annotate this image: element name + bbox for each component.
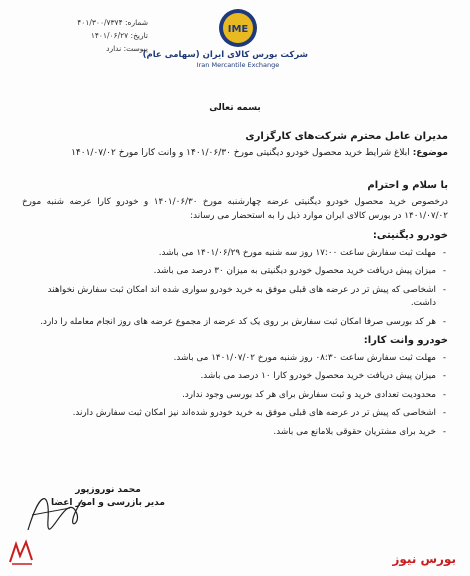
list-item: - مهلت ثبت سفارش ساعت ۱۷:۰۰ روز سه شنبه مورخ ۱۴۰۱/۰۶/۲۹ می باشد. — [22, 247, 436, 261]
subject-label: موضوع: — [412, 148, 448, 158]
letter-attachment: ندارد — [106, 44, 122, 53]
letter-body — [22, 102, 448, 444]
ime-logo-icon — [218, 8, 258, 48]
letter-attachment-label: پیوست: — [123, 44, 148, 53]
signatory-title: مدیر بازرسی و امور اعضا — [51, 498, 165, 508]
subject-text: ابلاغ شرایط خرید محصول خودرو دیگنیتی مورخ ۱۴۰۱/۰۶/۳۰ و وانت کارا مورخ ۱۴۰۱/۰۷/۰۲ — [71, 148, 410, 158]
signature-block — [38, 484, 178, 510]
list-item: - اشخاصی که پیش تر در عرضه های قبلی موفق به خرید خودرو سواری شده اند امکان ثبت سفارش نخواهند داشت. — [22, 284, 436, 311]
list-item: - اشخاصی که پیش تر در عرضه های قبلی موفق به خرید خودرو شده‌اند نیز امکان ثبت سفارش دارند. — [22, 407, 436, 421]
letter-meta — [18, 16, 148, 55]
letter-date-row — [18, 29, 148, 42]
footer-brand: بورس نیوز — [392, 552, 456, 566]
section-list-dignity — [22, 247, 448, 330]
company-name-fa: شرکت بورس کالای ایران (سهامی عام) — [142, 50, 308, 60]
letter-greeting: با سلام و احترام — [367, 179, 448, 191]
letter-attachment-row — [18, 42, 148, 55]
list-item: - هر کد بورسی صرفا امکان ثبت سفارش بر روی یک کد عرضه از مجموع عرضه های روز انجام معامله را دارد. — [22, 316, 436, 330]
letter-date: ۱۴۰۱/۰۶/۲۷ — [90, 31, 129, 40]
section-list-kara — [22, 352, 448, 440]
letter-date-label: تاریخ: — [130, 31, 148, 40]
ime-logo-mark: IME — [227, 24, 249, 35]
red-stamp-icon — [6, 538, 36, 568]
letter-intro: درخصوص خرید محصول خودرو دیگنیتی عرضه چهارشنبه مورخ ۱۴۰۱/۰۶/۳۰ و خودرو کارا عرضه شنبه مورخ ۱۴۰۱/۰۷/۰۲ در بورس کالای ایران موارد ذیل را به استحضار می رساند: — [22, 197, 448, 221]
letter-number-label: شماره: — [125, 18, 148, 27]
letter-recipient: مدیران عامل محترم شرکت‌های کارگزاری — [245, 130, 448, 142]
letter-number: ۴۰۱/۳۰۰/۷۳۷۴ — [77, 18, 123, 27]
section-title-kara: خودرو وانت کارا: — [363, 335, 448, 346]
ime-logo — [142, 8, 308, 96]
list-item: - مهلت ثبت سفارش ساعت ۰۸:۳۰ روز شنبه مورخ ۱۴۰۱/۰۷/۰۲ می باشد. — [22, 352, 436, 366]
letter-heading: بسمه تعالی — [209, 103, 261, 113]
company-name-en: Iran Mercantile Exchange — [196, 61, 280, 69]
section-title-dignity: خودرو دیگنیتی: — [372, 230, 448, 241]
list-item: - میزان پیش دریافت خرید محصول خودرو کارا ۱۰ درصد می باشد. — [22, 370, 436, 384]
list-item: - خرید برای مشتریان حقوقی بلامانع می باشد. — [22, 426, 436, 440]
signatory-name: محمد نوروزپور — [75, 485, 141, 495]
list-item: - میزان پیش دریافت خرید محصول خودرو دیگنیتی به میزان ۳۰ درصد می باشد. — [22, 265, 436, 279]
letter-subject — [22, 147, 448, 161]
letter-number-row — [18, 16, 148, 29]
list-item: - محدودیت تعدادی خرید و ثبت سفارش برای هر کد بورسی وجود ندارد. — [22, 389, 436, 403]
